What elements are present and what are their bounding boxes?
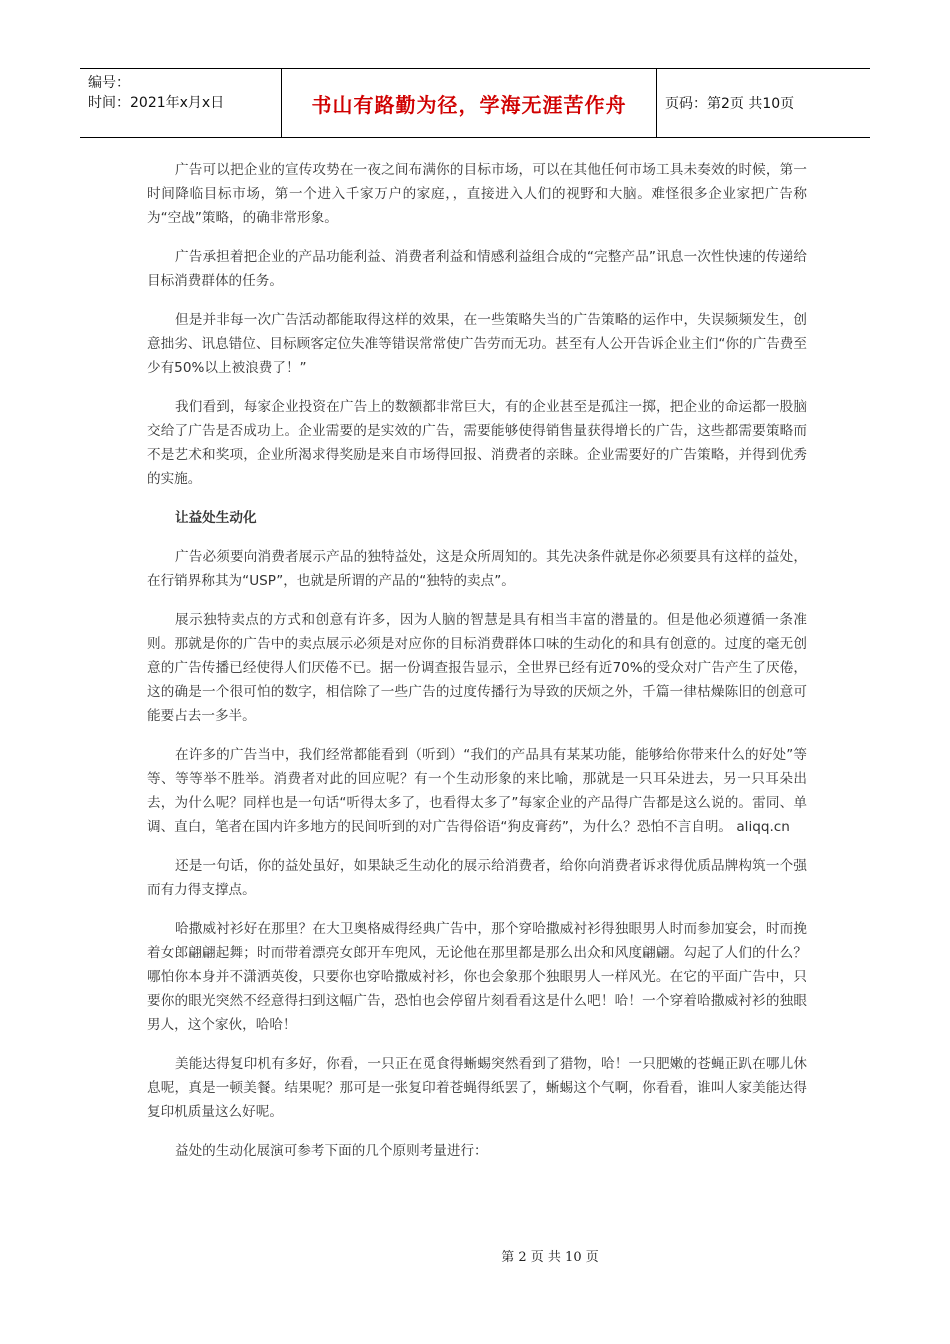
body-paragraph: 还是一句话，你的益处虽好，如果缺乏生动化的展示给消费者，给你向消费者诉求得优质品牌构筑一个强而有力得支撑点。: [147, 858, 807, 898]
page-header: [80, 68, 870, 138]
body-paragraph: 美能达得复印机有多好，你看，一只正在觅食得蜥蜴突然看到了猎物，哈！一只肥嫩的苍蝇正趴在哪儿休息呢，真是一顿美餐。结果呢？那可是一张复印着苍蝇得纸罢了，蜥蜴这个气啊，你看看，谁叫人家美能达得复印机质量这么好呢。: [147, 1056, 807, 1120]
body-paragraph: 但是并非每一次广告活动都能取得这样的效果，在一些策略失当的广告策略的运作中，失误频频发生，创意拙劣、讯息错位、目标顾客定位失准等错误常常使广告劳而无功。甚至有人公开告诉企业主们“你的广告费至少有50%以上被浪费了！”: [147, 312, 807, 376]
page-footer: [0, 1246, 950, 1265]
section-heading: 让益处生动化: [175, 510, 257, 526]
body-paragraph: 广告可以把企业的宣传攻势在一夜之间布满你的目标市场，可以在其他任何市场工具未奏效的时候，第一时间降临目标市场，第一个进入千家万户的家庭，，直接进入人们的视野和大脑。难怪很多企业家把广告称为“空战”策略，的确非常形象。: [147, 162, 807, 226]
header-meta-cell: [80, 69, 282, 137]
body-paragraph: 哈撒威衬衫好在那里？在大卫奥格威得经典广告中，那个穿哈撒威衬衫得独眼男人时而参加宴会，时而挽着女郎翩翩起舞；时而带着漂亮女郎开车兜风，无论他在那里都是那么出众和风度翩翩。勾起了人们的什么？哪怕你本身并不潇洒英俊，只要你也穿哈撒威衬衫，你也会象那个独眼男人一样风光。在它的平面广告中，只要你的眼光突然不经意得扫到这幅广告，恐怕也会停留片刻看看这是什么吧！哈！一个穿着哈撒威衬衫的独眼男人，这个家伙，哈哈！: [147, 921, 807, 1033]
document-number-label: 编号：: [88, 75, 130, 91]
document-body: [147, 158, 807, 1178]
body-paragraph: 我们看到，每家企业投资在广告上的数额都非常巨大，有的企业甚至是孤注一掷，把企业的命运都一股脑交给了广告是否成功上。企业需要的是实效的广告，需要能够使得销售量获得增长的广告，这些都需要策略而不是艺术和奖项，企业所渴求得奖励是来自市场得回报、消费者的亲睐。企业需要好的广告策略，并得到优秀的实施。: [147, 399, 807, 487]
header-motto: 书山有路勤为径，学海无涯苦作舟: [282, 69, 657, 137]
document-date-label: 时间：2021年x月x日: [88, 95, 225, 111]
body-paragraph: 展示独特卖点的方式和创意有许多，因为人脑的智慧是具有相当丰富的潜量的。但是他必须遵循一条准则。那就是你的广告中的卖点展示必须是对应你的目标消费群体口味的生动化的和具有创意的。过度的毫无创意的广告传播已经使得人们厌倦不已。据一份调查报告显示，全世界已经有近70%的受众对广告产生了厌倦，这的确是一个很可怕的数字，相信除了一些广告的过度传播行为导致的厌烦之外，千篇一律枯燥陈旧的创意可能要占去一多半。: [147, 612, 807, 724]
footer-page-number: 第 2 页 共 10 页: [501, 1250, 599, 1265]
header-page-info: 页码：第2页 共10页: [665, 96, 795, 112]
body-paragraph: 益处的生动化展演可参考下面的几个原则考量进行：: [175, 1143, 488, 1159]
body-paragraph: 在许多的广告当中，我们经常都能看到（听到）“我们的产品具有某某功能，能够给你带来什么的好处”等等、等等举不胜举。消费者对此的回应呢？有一个生动形象的来比喻，那就是一只耳朵进去，另一只耳朵出去，为什么呢？同样也是一句话“听得太多了，也看得太多了”每家企业的产品得广告都是这么说的。雷同、单调、直白，笔者在国内许多地方的民间听到的对广告得俗语“狗皮膏药”，为什么？恐怕不言自明。 aliqq.cn: [147, 747, 807, 835]
body-paragraph: 广告必须要向消费者展示产品的独特益处，这是众所周知的。其先决条件就是你必须要具有这样的益处，在行销界称其为“USP”，也就是所谓的产品的“独特的卖点”。: [147, 549, 807, 589]
body-paragraph: 广告承担着把企业的产品功能利益、消费者利益和情感利益组合成的“完整产品”讯息一次性快速的传递给目标消费群体的任务。: [147, 249, 807, 289]
